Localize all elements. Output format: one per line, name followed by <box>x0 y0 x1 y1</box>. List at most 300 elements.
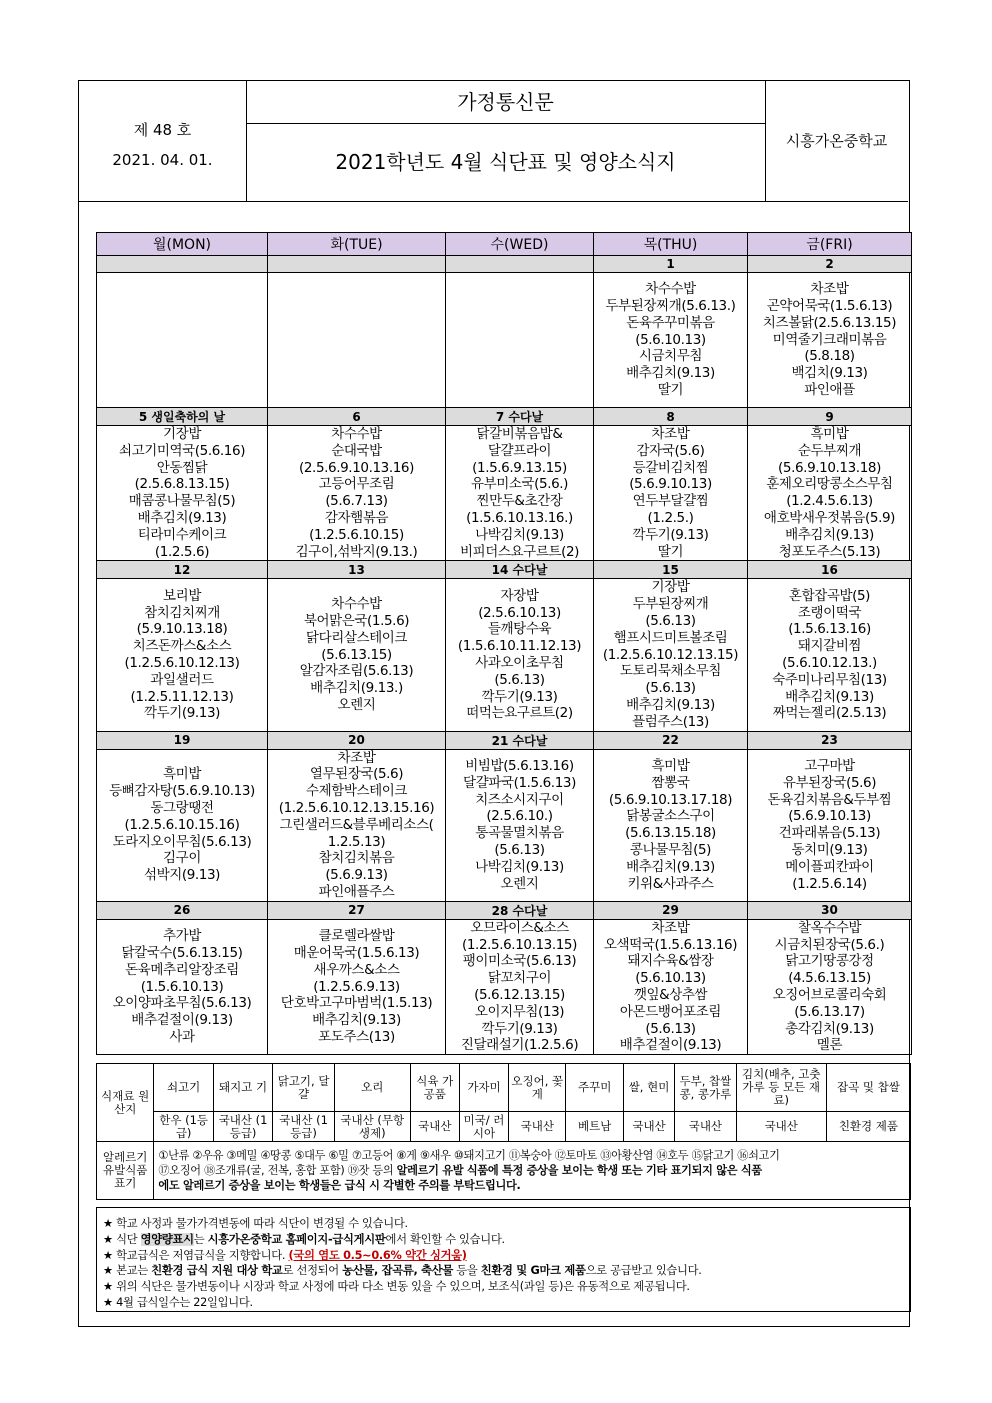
menu-item: (5.6.13.17) <box>794 1003 865 1020</box>
menu-item: 나박김치(9.13) <box>475 526 564 543</box>
allergy-line-1: ①난류 ②우유 ③메밀 ④땅콩 ⑤대두 ⑥밀 ⑦고등어 ⑧게 ⑨새우 ⑩돼지고기 ⑪복숭아 ⑫토마토 ⑬아황산염 ⑭호두 ⑮닭고기 ⑯쇠고기 <box>158 1149 780 1162</box>
date-label: 5 생일축하의 날 <box>97 408 268 426</box>
menu-cell <box>446 579 594 731</box>
menu-item: 멜론 <box>816 1037 843 1054</box>
menu-item: 찐만두&초간장 <box>476 493 563 510</box>
menu-cell <box>97 919 268 1054</box>
menu-item: 배추김치(9.13) <box>626 365 715 382</box>
menu-item: 오렌지 <box>500 875 539 892</box>
menu-item: 깍두기(9.13) <box>481 1020 558 1037</box>
star-icon: ★ <box>103 1264 117 1278</box>
menu-item: 진달래설기(1.2.5.6) <box>460 1037 579 1054</box>
menu-row <box>97 579 912 731</box>
menu-item: 사과오이초무침 <box>475 654 564 671</box>
menu-item: (4.5.6.13.15) <box>788 970 871 987</box>
menu-item: (1.2.4.5.6.13) <box>786 493 873 510</box>
menu-item: 감자국(5.6) <box>636 442 705 459</box>
menu-item: 차조밥 <box>337 749 376 766</box>
menu-item: (5.6.9.13) <box>325 867 388 884</box>
date-label: 13 <box>268 561 446 579</box>
menu-item: 닭봉굴소스구이 <box>626 808 715 825</box>
menu-item: 키위&사과주스 <box>627 875 714 892</box>
date-label: 2 <box>748 256 912 273</box>
menu-item: 차수수밥 <box>331 426 382 442</box>
menu-item: (5.6.13) <box>645 1020 696 1037</box>
note-text: 로 선정되어 <box>282 1264 343 1278</box>
note-text: 학교 사정과 물가가격변동에 따라 식단이 변경될 수 있습니다. <box>116 1217 408 1230</box>
menu-row <box>97 273 912 408</box>
menu-item: 비피더스요구르트(2) <box>459 543 580 560</box>
menu-item: 티라미수케이크 <box>137 526 227 543</box>
date-label: 15 <box>594 561 748 579</box>
menu-item: 보리밥 <box>163 587 201 604</box>
menu-cell <box>446 919 594 1054</box>
star-icon: ★ <box>103 1280 117 1294</box>
origin-item-name: 쇠고기 <box>154 1064 213 1112</box>
date-row <box>97 561 912 579</box>
origin-item-name: 돼지고 기 <box>213 1064 272 1112</box>
menu-item: 매콤콩나물무침(5) <box>128 493 236 510</box>
origin-item-origin: 미국/ 러시아 <box>459 1112 508 1142</box>
menu-item: 흑미밥 <box>810 426 849 442</box>
menu-item: 차조밥 <box>651 426 690 442</box>
issue-date: 2021. 04. 01. <box>112 151 213 169</box>
allergy-line-2-bold: 알레르기 유발 식품에 특정 증상을 보이는 학생 또는 기타 표기되지 않은 식품 <box>396 1164 762 1177</box>
allergy-label: 알레르기 유발식품 표기 <box>97 1142 154 1200</box>
date-label <box>268 256 446 273</box>
menu-item: 깍두기(9.13) <box>632 526 709 543</box>
note-item <box>103 1216 904 1232</box>
menu-item: (1.5.6.10.13) <box>140 978 224 995</box>
origin-item-origin: 친환경 제품 <box>826 1112 910 1142</box>
menu-item: 닭갈비볶음밥& <box>476 426 563 442</box>
date-label: 19 <box>97 731 268 749</box>
note-item <box>103 1232 904 1248</box>
menu-item: 닭고기땅콩강정 <box>785 953 874 970</box>
weekday-tue: 화(TUE) <box>268 233 446 256</box>
star-icon: ★ <box>103 1295 117 1309</box>
date-label: 9 <box>748 408 912 426</box>
menu-item: 청포도주스(5.13) <box>778 543 881 560</box>
origin-item-name: 두부, 찹쌀콩, 콩가루 <box>675 1064 737 1112</box>
menu-item: 흑미밥 <box>651 757 690 774</box>
allergy-row <box>97 1142 911 1200</box>
origin-item-name: 식육 가공품 <box>410 1064 459 1112</box>
menu-item: (1.5.6.9.13.15) <box>472 459 567 476</box>
date-label: 29 <box>594 901 748 919</box>
note-text: 본교는 <box>116 1264 152 1278</box>
menu-item: 클로렐라쌀밥 <box>318 928 395 945</box>
origin-item-name: 가자미 <box>459 1064 508 1112</box>
menu-item: (5.6.9.10.13.18) <box>778 459 881 476</box>
menu-item: 오이지무침(13) <box>474 1003 565 1020</box>
menu-item: (5.6.7.13) <box>325 493 388 510</box>
menu-item: 차수수밥 <box>645 281 696 298</box>
menu-item: 섞박지(9.13) <box>143 867 221 884</box>
menu-item: 매운어묵국(1.5.6.13) <box>293 944 420 961</box>
menu-item: 돈육주꾸미볶음 <box>626 314 715 331</box>
date-row <box>97 731 912 749</box>
menu-cell <box>748 919 912 1054</box>
menu-item: (5.6.9.10.13.17.18) <box>608 791 733 808</box>
menu-item: (5.6.13) <box>494 671 545 688</box>
menu-item: 아몬드뱅어포조림 <box>619 1003 722 1020</box>
date-label: 20 <box>268 731 446 749</box>
menu-item: 돈육김치볶음&두부찜 <box>767 791 892 808</box>
menu-item: 메이플피칸파이 <box>785 858 874 875</box>
menu-item: (1.2.5.6) <box>154 543 210 560</box>
menu-cell <box>748 273 912 408</box>
menu-item: 깍두기(9.13) <box>481 688 558 705</box>
note-text: 는 <box>193 1232 208 1246</box>
menu-item: 시금치무침 <box>638 348 703 365</box>
menu-cell <box>594 579 748 731</box>
origin-item-origin: 국내산 <box>509 1112 566 1142</box>
date-label: 26 <box>97 901 268 919</box>
menu-item: 포도주스(13) <box>318 1028 395 1045</box>
note-bold: 친환경 및 G마크 제품 <box>480 1264 586 1278</box>
note-item <box>103 1263 904 1279</box>
menu-item: 쇠고기미역국(5.6.16) <box>118 442 246 459</box>
menu-item: 떠먹는요구르트(2) <box>466 705 573 722</box>
note-bold: 시흥가온중학교 홈페이지-급식게시판 <box>207 1232 386 1246</box>
date-row <box>97 408 912 426</box>
menu-item: (1.2.5.6.9.13) <box>313 978 400 995</box>
weekday-header-row <box>97 233 912 256</box>
menu-item: (5.6.10.13) <box>635 331 706 348</box>
date-label: 1 <box>594 256 748 273</box>
menu-item: (5.6.9.10.13) <box>629 476 712 493</box>
menu-cell <box>748 426 912 561</box>
menu-item: 고등어무조림 <box>318 476 395 493</box>
title-box <box>246 81 766 201</box>
menu-item: 기장밥 <box>163 426 201 442</box>
note-text: 위의 식단은 물가변동이나 시장과 학교 사정에 따라 다소 변동 있을 수 있으며, 보조식(과일 등)은 유동적으로 제공됩니다. <box>116 1280 690 1294</box>
menu-item: 유부된장국(5.6) <box>782 774 877 791</box>
note-text: 식단 <box>116 1232 141 1246</box>
menu-item: (5.9.10.13.18) <box>136 621 228 638</box>
menu-item: 숙주미나리무침(13) <box>772 671 887 688</box>
note-red: (국의 염도 0.5~0.6% 약간 싱거움) <box>288 1248 467 1262</box>
menu-item: 훈제오리땅콩소스무침 <box>766 476 893 493</box>
menu-item: 그린샐러드&블루베리소스( <box>279 816 434 833</box>
menu-item: 배추김치(9.13) <box>137 509 227 526</box>
origin-item-origin: 국내산 (1등급) <box>273 1112 335 1142</box>
menu-cell <box>446 426 594 561</box>
note-text: 학교급식은 저염급식을 지향합니다. <box>116 1248 289 1262</box>
origin-item-origin: 국내산 <box>410 1112 459 1142</box>
origin-item-name: 김치(배추, 고춧가루 등 모든 재료) <box>736 1064 826 1112</box>
menu-item: (5.6.13) <box>645 680 696 697</box>
menu-item: 두부된장찌개(5.6.13.) <box>605 298 736 314</box>
menu-row <box>97 426 912 561</box>
menu-item: 깻잎&상추쌈 <box>633 986 708 1003</box>
menu-item: 파인애플주스 <box>318 883 395 900</box>
menu-item: (5.6.10.13) <box>635 970 706 987</box>
date-label: 21 수다날 <box>446 731 594 749</box>
menu-item: 애호박새우젓볶음(5.9) <box>763 509 896 526</box>
menu-item: 플럼주스(13) <box>632 713 709 730</box>
menu-cell <box>268 749 446 901</box>
date-label: 8 <box>594 408 748 426</box>
menu-item: 딸기 <box>657 543 684 560</box>
menu-item: 조랭이떡국 <box>797 604 862 621</box>
menu-item: 자장밥 <box>500 587 539 604</box>
menu-item: 북어맑은국(1.5.6) <box>303 612 410 629</box>
menu-item: 김구이 <box>163 850 201 867</box>
origin-item-origin: 국내산 (1등급) <box>213 1112 272 1142</box>
menu-cell <box>97 426 268 561</box>
menu-item: 혼합잡곡밥(5) <box>788 587 871 604</box>
page-title: 가정통신문 <box>246 81 765 124</box>
menu-item: 안동찜닭 <box>156 459 208 476</box>
menu-item: (1.5.6.10.13.16.) <box>466 509 573 526</box>
menu-item: 닭칼국수(5.6.13.15) <box>121 944 243 961</box>
note-item <box>103 1279 904 1295</box>
weekday-thu: 목(THU) <box>594 233 748 256</box>
menu-item: 참치김치찌개 <box>144 604 220 621</box>
date-label: 30 <box>748 901 912 919</box>
menu-item: 통곡물멸치볶음 <box>475 825 564 842</box>
menu-item: 순대국밥 <box>331 442 382 459</box>
origin-name-row <box>97 1064 911 1112</box>
menu-item: 돼지갈비찜 <box>797 638 862 655</box>
menu-item: 오이양파초무침(5.6.13) <box>112 995 252 1012</box>
menu-item: 백김치(9.13) <box>791 365 868 382</box>
menu-item: (1.2.5.) <box>647 509 694 526</box>
weekday-fri: 금(FRI) <box>748 233 912 256</box>
menu-item: (2.5.6.10.13) <box>478 604 561 621</box>
origin-item-name: 잡곡 및 찹쌀 <box>826 1064 910 1112</box>
menu-row <box>97 749 912 901</box>
menu-item: 두부된장찌개 <box>632 596 709 613</box>
menu-item: 참치김치볶음 <box>318 850 395 867</box>
menu-item: 치즈소시지구이 <box>475 791 564 808</box>
menu-item: 배추김치(9.13.) <box>310 680 403 697</box>
menu-body <box>97 256 912 1055</box>
menu-item: 오징어브로콜리숙회 <box>772 986 887 1003</box>
menu-item: 들깨탕수육 <box>487 621 552 638</box>
menu-item: 도라지오이무침(5.6.13) <box>112 833 252 850</box>
menu-cell <box>748 749 912 901</box>
menu-item: 열무된장국(5.6) <box>309 766 404 783</box>
allergy-line-2-plain: ⑰오징어 ⑱조개류(굴, 전복, 홍합 포함) ⑲잣 등의 <box>158 1164 397 1177</box>
origin-item-origin: 국내산 <box>736 1112 826 1142</box>
menu-item: (5.6.9.10.13) <box>788 808 871 825</box>
menu-item: 차수수밥 <box>331 596 382 613</box>
menu-item: 나박김치(9.13) <box>475 858 564 875</box>
weekday-mon: 월(MON) <box>97 233 268 256</box>
menu-item: 동그랑땡전 <box>150 799 214 816</box>
origin-label: 식재료 원산지 <box>97 1064 154 1142</box>
menu-item: 비빔밥(5.6.13.16) <box>465 757 574 774</box>
menu-item: 찰옥수수밥 <box>797 919 862 936</box>
menu-item: 짬뽕국 <box>651 774 690 791</box>
menu-cell <box>594 426 748 561</box>
menu-item: 새우까스&소스 <box>313 961 400 978</box>
menu-cell <box>268 273 446 408</box>
menu-item: 추가밥 <box>163 928 201 945</box>
issue-box <box>79 81 247 201</box>
allergy-line-3: 에도 알레르기 증상을 보이는 학생들은 급식 시 각별한 주의를 부탁드립니다. <box>158 1179 521 1192</box>
menu-item: 차조밥 <box>810 281 849 298</box>
menu-item: (5.6.13) <box>645 612 696 629</box>
menu-item: 유부미소국(5.6.) <box>470 476 569 493</box>
date-label: 22 <box>594 731 748 749</box>
menu-cell <box>97 579 268 731</box>
menu-item: 닭다리살스테이크 <box>305 629 408 646</box>
menu-cell <box>748 579 912 731</box>
menu-item: 배추김치(9.13) <box>785 688 874 705</box>
page-subtitle: 2021학년도 4월 식단표 및 영양소식지 <box>335 150 676 174</box>
menu-item: 배추김치(9.13) <box>626 696 715 713</box>
menu-item: 알감자조림(5.6.13) <box>299 663 414 680</box>
origin-item-origin: 국내산 (무항생제) <box>334 1112 410 1142</box>
menu-item: 돈육메추리알장조림 <box>125 961 239 978</box>
menu-cell <box>594 273 748 408</box>
menu-row <box>97 919 912 1054</box>
origin-table <box>96 1063 911 1200</box>
menu-item: 도토리묵채소무침 <box>619 663 722 680</box>
date-label <box>97 256 268 273</box>
menu-item: 달걀파국(1.5.6.13) <box>463 774 576 791</box>
menu-item: (1.2.5.6.14) <box>792 875 867 892</box>
menu-item: 시금치된장국(5.6.) <box>774 936 885 953</box>
note-highlight: 영양량표시 <box>140 1232 194 1246</box>
menu-item: 기장밥 <box>651 579 690 596</box>
date-label: 6 <box>268 408 446 426</box>
menu-item: (2.5.6.9.10.13.16) <box>299 459 414 476</box>
menu-item: 달걀프라이 <box>487 442 552 459</box>
menu-cell <box>268 579 446 731</box>
menu-item: 치즈돈까스&소스 <box>132 638 232 655</box>
menu-item: 수제함박스테이크 <box>305 783 408 800</box>
date-label: 16 <box>748 561 912 579</box>
menu-item: 햄프시드미트볼조림 <box>613 629 728 646</box>
allergy-text <box>154 1142 911 1200</box>
menu-item: 미역줄기크래미볶음 <box>772 331 887 348</box>
menu-item: (1.2.5.11.12.13) <box>130 688 234 705</box>
menu-item: (5.6.10.12.13.) <box>782 654 877 671</box>
origin-item-origin: 국내산 <box>675 1112 737 1142</box>
menu-item: 등갈비김치찜 <box>632 459 709 476</box>
menu-item: (1.2.5.6.10.12.13.15.16) <box>278 799 435 816</box>
menu-item: 돼지수육&쌈장 <box>627 953 714 970</box>
menu-cell <box>268 426 446 561</box>
issue-number: 제 48 호 <box>133 121 192 139</box>
date-label: 12 <box>97 561 268 579</box>
origin-item-origin: 한우 (1등급) <box>154 1112 213 1142</box>
menu-item: 순두부찌개 <box>797 442 862 459</box>
origin-item-name: 쌀, 현미 <box>623 1064 674 1112</box>
star-icon: ★ <box>103 1217 117 1230</box>
note-text: 에서 확인할 수 있습니다. <box>385 1232 505 1246</box>
origin-item-name: 오징어, 꽃게 <box>509 1064 566 1112</box>
date-label: 14 수다날 <box>446 561 594 579</box>
menu-item: 닭꼬치구이 <box>487 970 552 987</box>
menu-item: 깍두기(9.13) <box>143 705 221 722</box>
menu-item: 오색떡국(1.5.6.13.16) <box>603 936 738 953</box>
date-row <box>97 901 912 919</box>
note-text: 4월 급식일수는 22일입니다. <box>116 1295 253 1309</box>
weekday-wed: 수(WED) <box>446 233 594 256</box>
origin-item-origin: 국내산 <box>623 1112 674 1142</box>
date-label <box>446 256 594 273</box>
menu-item: (1.5.6.10.11.12.13) <box>457 638 582 655</box>
menu-cell <box>268 919 446 1054</box>
menu-item: (1.2.5.6.10.15.16) <box>124 816 240 833</box>
menu-item: (1.2.5.6.10.12.13.15) <box>602 646 739 663</box>
menu-item: (2.5.6.8.13.15) <box>134 476 230 493</box>
menu-item: (5.6.13.15) <box>321 646 392 663</box>
menu-item: 배추김치(9.13) <box>312 1012 401 1029</box>
menu-table <box>96 232 912 1055</box>
menu-item: (5.8.18) <box>804 348 855 365</box>
menu-item: 팽이미소국(5.6.13) <box>462 953 577 970</box>
menu-item: (1.2.5.6.10.13.15) <box>462 936 577 953</box>
menu-item: 오므라이스&소스 <box>470 919 569 936</box>
origin-item-origin: 베트남 <box>566 1112 623 1142</box>
date-label: 28 수다날 <box>446 901 594 919</box>
menu-cell <box>97 273 268 408</box>
menu-item: (1.2.5.6.10.15) <box>309 526 404 543</box>
menu-item: 감자햄볶음 <box>324 509 389 526</box>
menu-item: (1.2.5.6.10.12.13) <box>124 654 240 671</box>
menu-item: 차조밥 <box>651 919 690 936</box>
menu-item: 사과 <box>169 1028 195 1045</box>
menu-item: 배추겉절이(9.13) <box>131 1012 233 1029</box>
menu-item: 흑미밥 <box>163 766 201 783</box>
menu-item: 고구마밥 <box>804 757 855 774</box>
date-label: 27 <box>268 901 446 919</box>
menu-item: 배추김치(9.13) <box>626 858 715 875</box>
menu-item: (1.5.6.13.16) <box>788 621 871 638</box>
menu-item: (5.6.13.15.18) <box>625 825 716 842</box>
date-label: 23 <box>748 731 912 749</box>
menu-cell <box>97 749 268 901</box>
note-text: 으로 공급받고 있습니다. <box>585 1264 702 1278</box>
menu-item: 콩나물무침(5) <box>629 841 712 858</box>
star-icon: ★ <box>103 1248 117 1262</box>
menu-item: 1.2.5.13) <box>327 833 386 850</box>
menu-item: (5.6.13) <box>494 841 545 858</box>
note-item <box>103 1248 904 1264</box>
menu-item: 연두부달걀찜 <box>632 493 709 510</box>
note-text: 등을 <box>452 1264 481 1278</box>
menu-item: 동치미(9.13) <box>791 841 868 858</box>
header <box>79 81 908 202</box>
menu-item: 건파래볶음(5.13) <box>778 825 881 842</box>
date-row <box>97 256 912 273</box>
note-bold: 농산물, 잡곡류, 축산물 <box>342 1264 453 1278</box>
menu-item: 김구이,섞박지(9.13.) <box>295 543 418 560</box>
menu-cell <box>446 273 594 408</box>
menu-item: 과일샐러드 <box>150 671 214 688</box>
origin-value-row <box>97 1112 911 1142</box>
menu-item: 파인애플 <box>804 381 855 398</box>
menu-item: 총각김치(9.13) <box>785 1020 874 1037</box>
notes-box <box>96 1207 911 1312</box>
menu-item: (5.6.12.13.15) <box>474 986 565 1003</box>
menu-item: 치즈볼닭(2.5.6.13.15) <box>762 314 897 331</box>
origin-item-name: 오리 <box>334 1064 410 1112</box>
date-label: 7 수다날 <box>446 408 594 426</box>
menu-cell <box>594 749 748 901</box>
school-name: 시흥가온중학교 <box>785 132 888 150</box>
menu-item: 등뼈감자탕(5.6.9.10.13) <box>109 783 255 800</box>
menu-cell <box>594 919 748 1054</box>
note-item <box>103 1295 904 1311</box>
